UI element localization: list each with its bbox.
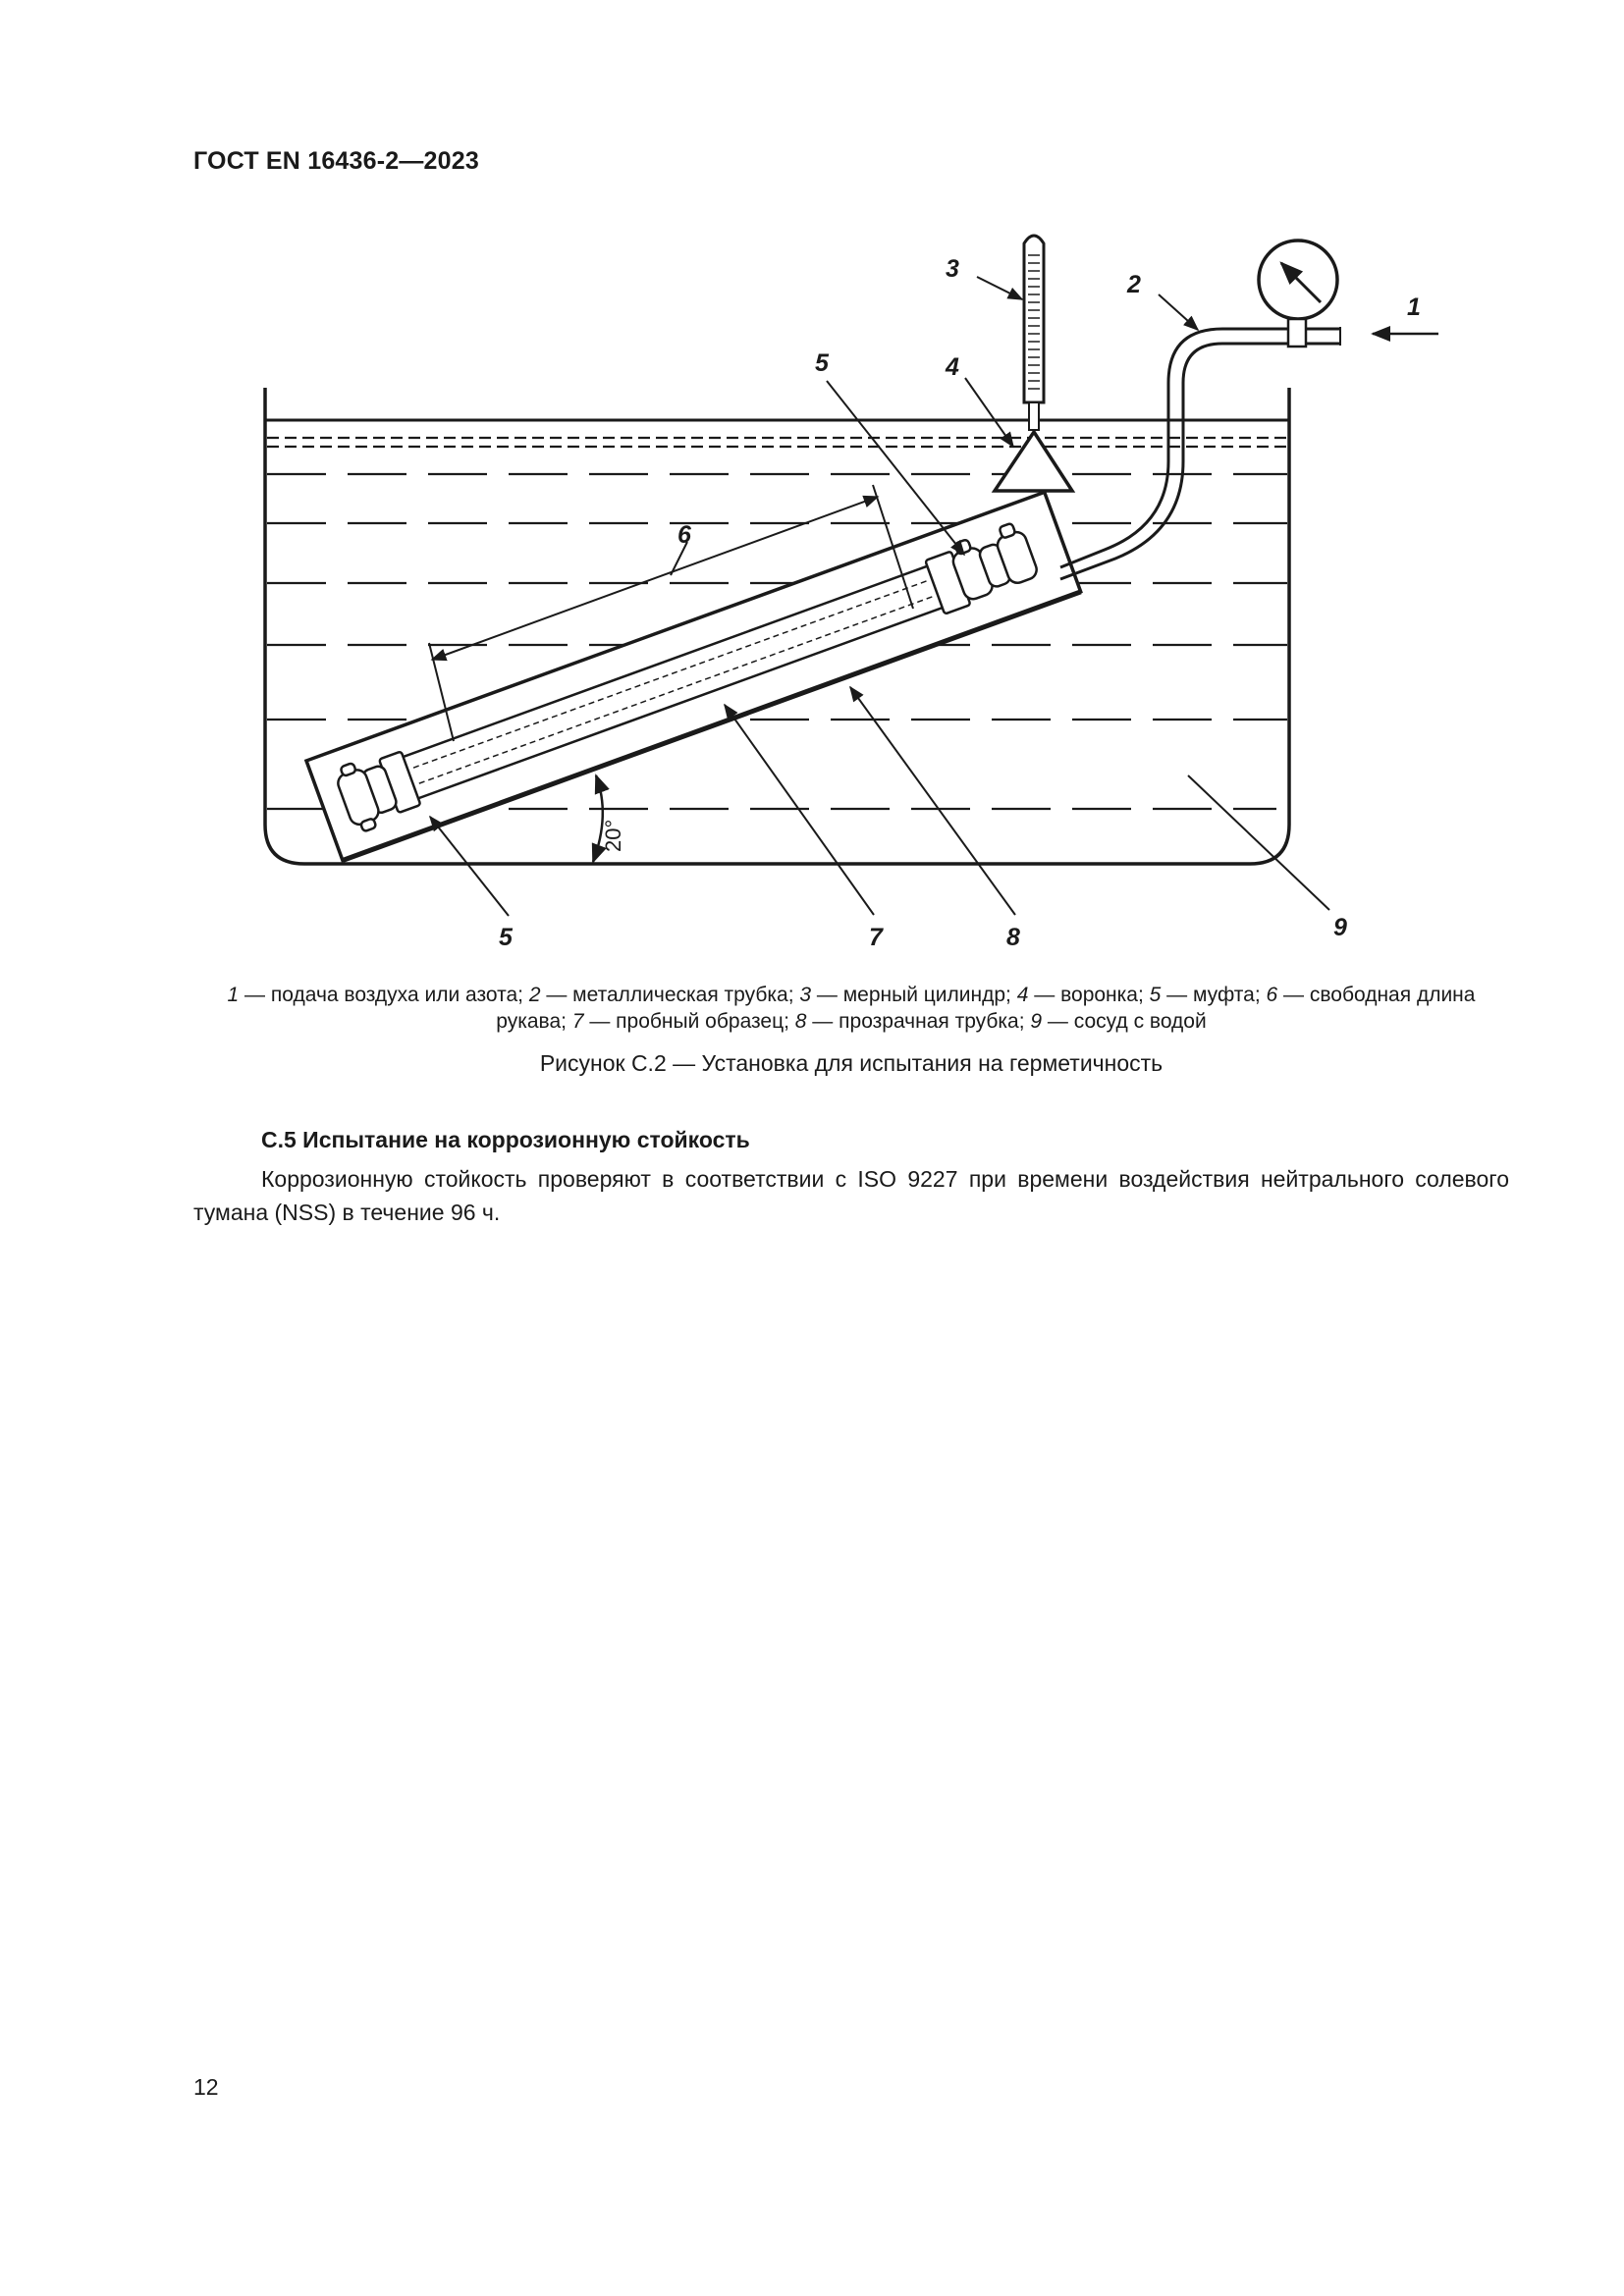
label-1: 1 xyxy=(1407,294,1421,321)
figure-c2 xyxy=(0,0,1624,982)
section-paragraph: Коррозионную стойкость проверяют в соответствии с ISO 9227 при времени воздействия нейтрального солевого тумана (NSS) в течение 96 ч. xyxy=(193,1166,1509,1225)
leak-test-diagram xyxy=(0,0,1624,982)
figure-caption: Рисунок С.2 — Установка для испытания на герметичность xyxy=(539,1050,1164,1076)
legend-item: 1 — подача воздуха или азота; xyxy=(227,984,529,1006)
leader-5-top xyxy=(827,381,964,555)
leader-9 xyxy=(1188,775,1329,910)
label-6: 6 xyxy=(677,521,691,549)
funnel xyxy=(995,432,1072,491)
label-4: 4 xyxy=(946,353,959,381)
label-5-bottom: 5 xyxy=(499,924,513,951)
page-number: 12 xyxy=(193,2074,219,2100)
legend-item: 6 — свободная длина рукава; xyxy=(496,984,1476,1033)
legend-item: 4 — воронка; xyxy=(1016,984,1150,1006)
label-2: 2 xyxy=(1127,271,1141,298)
legend-item: 7 — пробный образец; xyxy=(571,1010,795,1033)
measuring-cylinder xyxy=(1024,236,1044,430)
legend-item: 5 — муфта; xyxy=(1149,984,1267,1006)
leader-1-3 xyxy=(977,277,1022,299)
leader-4 xyxy=(965,378,1013,447)
legend-item: 9 — сосуд с водой xyxy=(1030,1010,1207,1033)
legend-item: 8 — прозрачная трубка; xyxy=(794,1010,1031,1033)
label-9: 9 xyxy=(1333,914,1347,941)
leader-2 xyxy=(1159,294,1198,330)
document-header: ГОСТ EN 16436-2—2023 xyxy=(193,147,479,175)
legend-item: 2 — металлическая трубка; xyxy=(528,984,800,1006)
leader-5-bottom xyxy=(430,817,509,916)
label-7: 7 xyxy=(869,924,883,951)
section-heading: С.5 Испытание на коррозионную стойкость xyxy=(261,1127,750,1152)
angle-label: 20° xyxy=(601,819,625,852)
label-3: 3 xyxy=(946,255,959,283)
gauge-stem xyxy=(1288,319,1306,347)
legend-item: 3 — мерный цилиндр; xyxy=(799,984,1017,1006)
figure-legend xyxy=(193,982,1509,1035)
leader-8 xyxy=(850,687,1015,915)
tube-assembly xyxy=(306,492,1081,860)
label-8: 8 xyxy=(1006,924,1020,951)
label-5-top: 5 xyxy=(815,349,829,377)
metal-tube xyxy=(1060,329,1296,567)
